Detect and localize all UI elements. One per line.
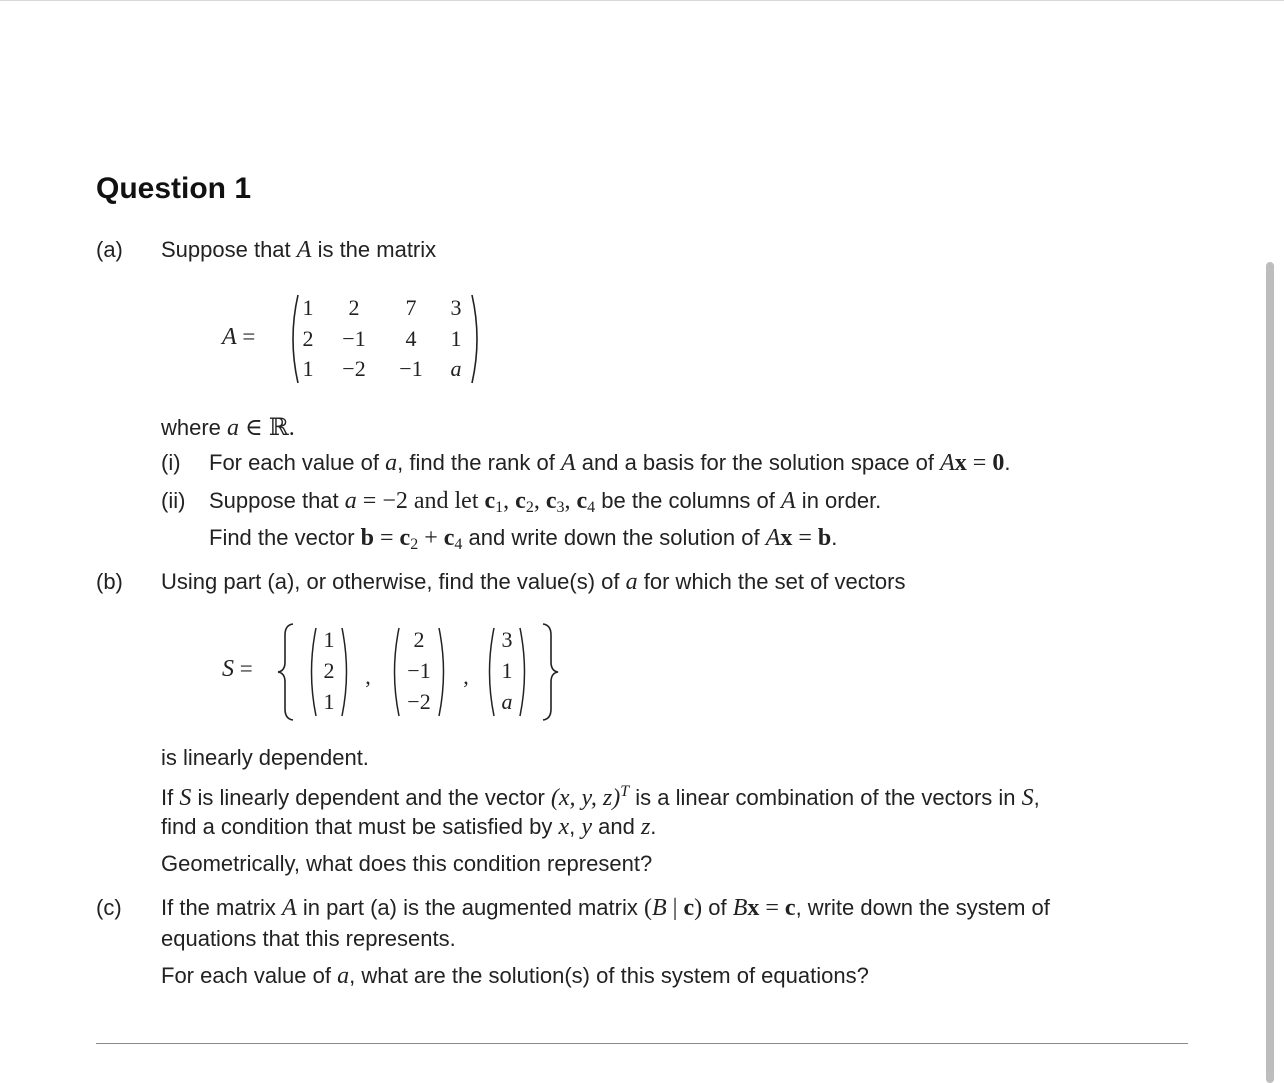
matrix-cell: a — [450, 356, 462, 381]
vector-cell: −1 — [407, 658, 431, 683]
linearly-dependent-text: is linearly dependent. — [161, 745, 369, 770]
matrix-cell: 1 — [450, 326, 462, 351]
matrix-cell: −1 — [342, 326, 366, 351]
where-clause: where a ∈ ℝ. — [161, 415, 295, 441]
vector-separator: , — [463, 664, 469, 689]
vector-cell: 1 — [501, 658, 513, 683]
condition-text-line2: find a condition that must be satisfied by x, y and z. — [161, 814, 657, 840]
subpart-i-label: (i) — [161, 450, 181, 475]
vector-cell: 2 — [323, 658, 335, 683]
part-b-intro: Using part (a), or otherwise, find the value(s) of a for which the set of vectors — [161, 569, 906, 595]
matrix-cell: 1 — [302, 356, 314, 381]
left-brace — [276, 622, 296, 722]
matrix-a-right-paren — [470, 293, 484, 385]
vector-cell: 1 — [323, 689, 335, 714]
geometric-question: Geometrically, what does this condition represent? — [161, 851, 653, 876]
subpart-ii-text: Suppose that a = −2 and let $c_1$, $c_2$, $c_3$, $c_4$ be the columns of A in order. — [209, 488, 882, 516]
bottom-divider — [96, 1043, 1188, 1044]
subpart-ii-text-line2: Find the vector $b = c_2 + c_4$ and write down the solution of Ax = b. — [209, 525, 838, 553]
vector-cell: a — [501, 689, 513, 714]
top-border — [0, 0, 1284, 1]
right-brace — [540, 622, 560, 722]
matrix-cell: 2 — [302, 326, 314, 351]
condition-text-line1: If S is linearly dependent and the vector (x, y, z)$^T$ is a linear combination of the vectors in S, — [161, 783, 1040, 811]
set-s-lhs: S = — [222, 656, 253, 682]
matrix-a-lhs: A = — [222, 324, 256, 350]
subpart-ii-label: (ii) — [161, 488, 186, 513]
matrix-cell: −2 — [342, 356, 366, 381]
part-b-label: (b) — [96, 569, 123, 594]
vector-cell: 1 — [323, 627, 335, 652]
scrollbar-thumb[interactable] — [1266, 262, 1274, 1083]
matrix-cell: 1 — [302, 295, 314, 320]
matrix-cell: 2 — [348, 295, 360, 320]
question-title: Question 1 — [96, 172, 252, 205]
vector-separator: , — [365, 664, 371, 689]
part-c-label: (c) — [96, 895, 122, 920]
part-c-line2: equations that this represents. — [161, 926, 456, 951]
part-c-line3: For each value of a, what are the solution(s) of this system of equations? — [161, 963, 869, 989]
part-a-intro: Suppose that A is the matrix — [161, 237, 437, 263]
vector-cell: −2 — [407, 689, 431, 714]
matrix-cell: −1 — [399, 356, 423, 381]
matrix-cell: 7 — [405, 295, 417, 320]
matrix-cell: 4 — [405, 326, 417, 351]
subpart-i-text: For each value of a, find the rank of A and a basis for the solution space of Ax = 0. — [209, 450, 1011, 476]
vector-cell: 3 — [501, 627, 513, 652]
matrix-cell: 3 — [450, 295, 462, 320]
vector-cell: 2 — [413, 627, 425, 652]
part-a-label: (a) — [96, 237, 123, 262]
part-c-line1: If the matrix A in part (a) is the augmented matrix (B | c) of Bx = c, write down the system of — [161, 895, 1050, 921]
